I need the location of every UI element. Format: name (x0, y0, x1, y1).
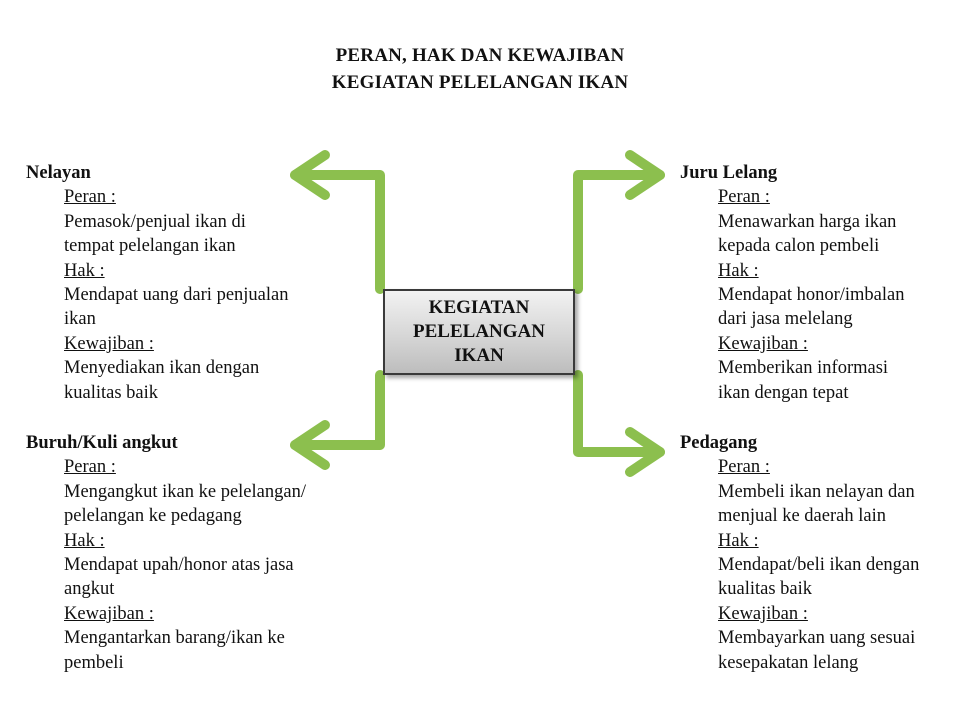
peran-text: menjual ke daerah lain (718, 506, 886, 527)
actor-juru-lelang (680, 161, 955, 405)
kewajiban-text: pembeli (64, 652, 124, 673)
peran-label: Peran : (64, 187, 116, 208)
peran-label: Peran : (64, 457, 116, 478)
kewajiban-text: ikan dengan tepat (718, 382, 849, 403)
peran-text: kepada calon pembeli (718, 236, 880, 257)
actor-buruh-kuli-angkut (26, 431, 376, 675)
hak-text: kualitas baik (718, 579, 813, 600)
hak-text: angkut (64, 579, 115, 600)
hak-label: Hak : (718, 530, 759, 551)
center-line-2: PELELANGAN (413, 321, 545, 342)
peran-text: Membeli ikan nelayan dan (718, 481, 915, 502)
kewajiban-label: Kewajiban : (718, 333, 808, 354)
center-line-3: IKAN (454, 345, 504, 366)
kewajiban-text: Memberikan informasi (718, 358, 889, 379)
hak-label: Hak : (64, 530, 105, 551)
central-activity-box (383, 289, 575, 375)
peran-text: Mengangkut ikan ke pelelangan/ (64, 481, 306, 502)
actor-name: Nelayan (26, 163, 91, 183)
kewajiban-text: Membayarkan uang sesuai (718, 628, 916, 649)
peran-text: tempat pelelangan ikan (64, 236, 236, 257)
hak-text: Mendapat uang dari penjualan (64, 285, 289, 306)
kewajiban-text: Menyediakan ikan dengan (64, 358, 260, 379)
hak-label: Hak : (64, 260, 105, 281)
actor-nelayan (26, 161, 366, 405)
peran-text: Pemasok/penjual ikan di (64, 211, 246, 232)
hak-text: Mendapat/beli ikan dengan (718, 555, 920, 576)
hak-text: Mendapat upah/honor atas jasa (64, 555, 294, 576)
kewajiban-text: kualitas baik (64, 382, 159, 403)
peran-label: Peran : (718, 187, 770, 208)
hak-text: Mendapat honor/imbalan (718, 285, 905, 306)
diagram-title-line-2: KEGIATAN PELELANGAN IKAN (331, 72, 629, 93)
kewajiban-label: Kewajiban : (718, 603, 808, 624)
actor-name: Juru Lelang (680, 163, 778, 183)
center-line-1: KEGIATAN (428, 297, 530, 318)
actor-name: Pedagang (680, 433, 758, 453)
peran-label: Peran : (718, 457, 770, 478)
hak-label: Hak : (718, 260, 759, 281)
actor-name: Buruh/Kuli angkut (26, 433, 178, 453)
peran-text: pelelangan ke pedagang (64, 506, 242, 527)
hak-text: dari jasa melelang (718, 309, 853, 330)
kewajiban-label: Kewajiban : (64, 333, 154, 354)
actor-pedagang (680, 431, 955, 675)
peran-text: Menawarkan harga ikan (718, 211, 897, 232)
kewajiban-text: Mengantarkan barang/ikan ke (64, 628, 285, 649)
diagram-title-line-1: PERAN, HAK DAN KEWAJIBAN (335, 45, 625, 66)
kewajiban-text: kesepakatan lelang (718, 652, 859, 673)
kewajiban-label: Kewajiban : (64, 603, 154, 624)
hak-text: ikan (64, 309, 96, 330)
arrow-to-juru-lelang (578, 175, 660, 289)
